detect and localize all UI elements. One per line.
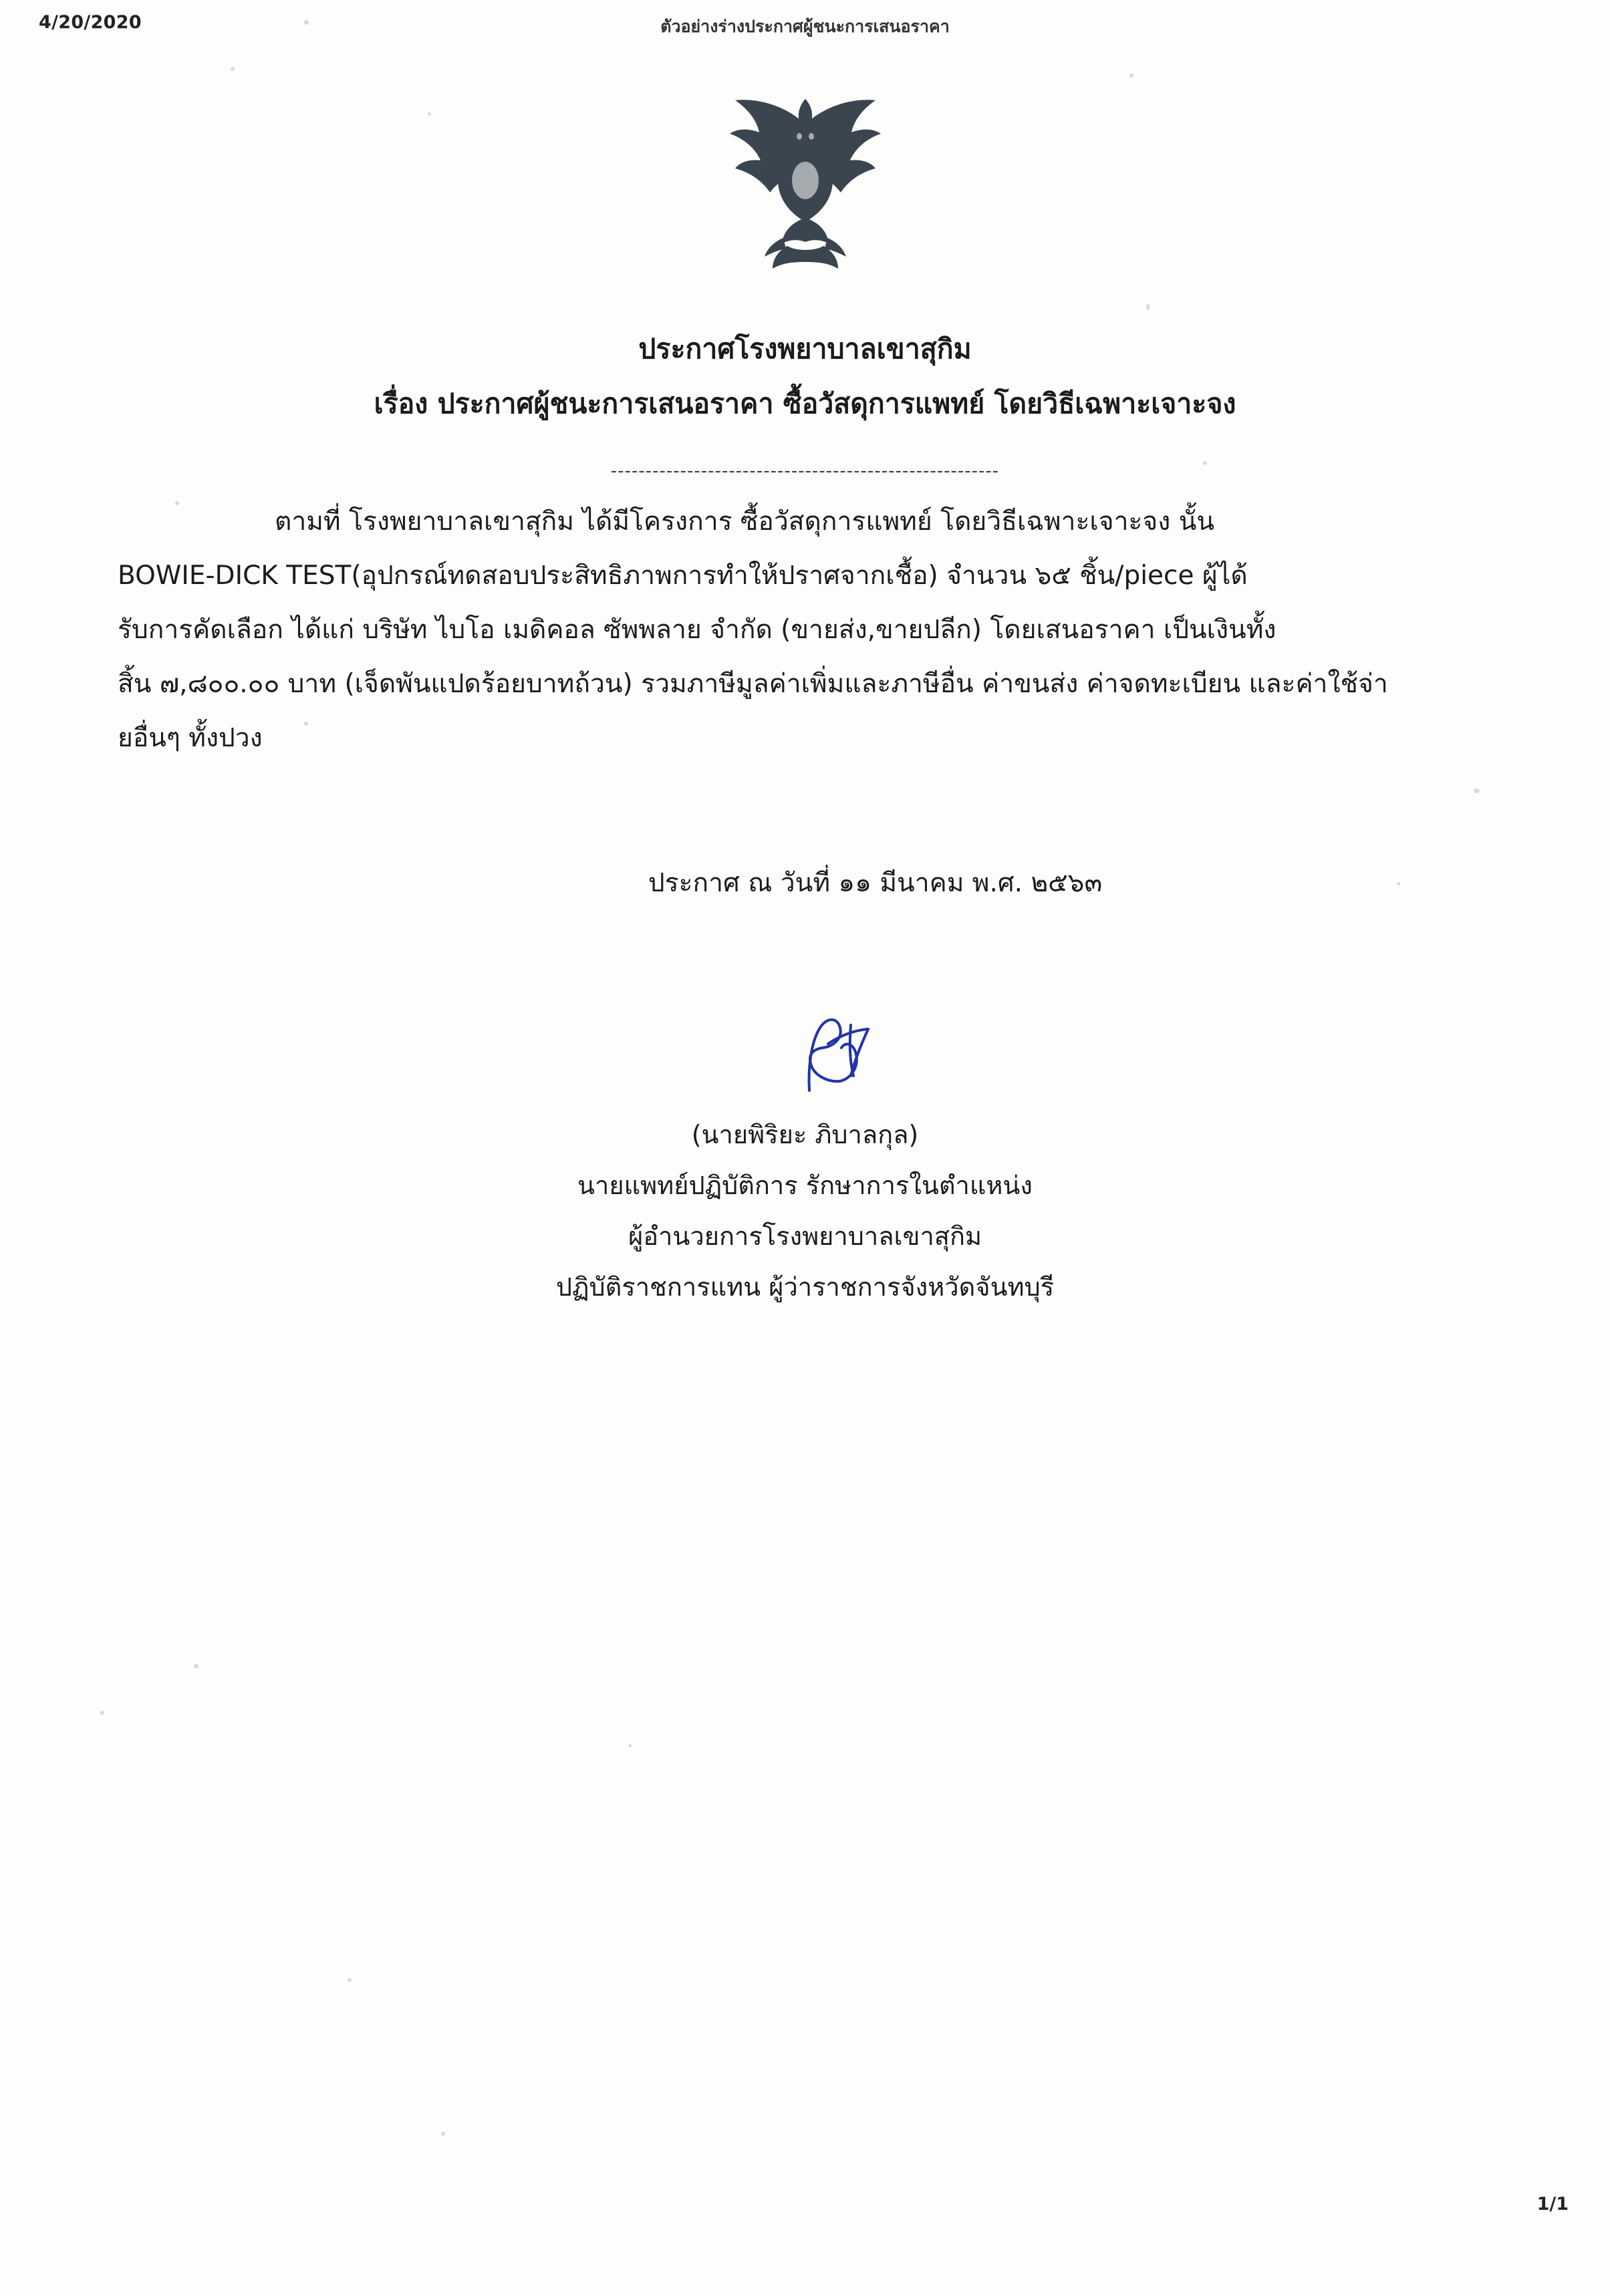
scan-speckle [628,1744,632,1747]
scan-speckle [1146,304,1150,310]
handwritten-signature [771,1002,904,1116]
scan-speckle [441,2132,445,2136]
page-number: 1/1 [1536,2194,1569,2214]
header-watermark-title: ตัวอย่างร่างประกาศผู้ชนะการเสนอราคา [660,17,950,36]
body-paragraph-3: รับการคัดเลือก ได้แก่ บริษัท ไบโอ เมดิคอล ซัพพลาย จำกัด (ขายส่ง,ขายปลีก) โดยเสนอราคา เป็นเงินทั้ง [118,615,1277,645]
signer-position-3: ปฏิบัติราชการแทน ผู้ว่าราชการจังหวัดจันทบุรี [555,1272,1055,1302]
scan-speckle [231,67,235,71]
scan-speckle [1203,461,1207,465]
signer-position-1: นายแพทย์ปฏิบัติการ รักษาการในตำแหน่ง [577,1171,1033,1200]
signer-position-2: ผู้อำนวยการโรงพยาบาลเขาสุกิม [628,1222,982,1251]
page-header [0,12,1610,39]
document-title: ประกาศโรงพยาบาลเขาสุกิม [638,333,972,365]
body-paragraph-4: สิ้น ๗,๘๐๐.๐๐ บาท (เจ็ดพันแปดร้อยบาทถ้วน) รวมภาษีมูลค่าเพิ่มและภาษีอื่น ค่าขนส่ง ค่าจดทะเบียน และค่าใช้จ่า [118,669,1388,699]
scan-speckle [1474,788,1480,793]
garuda-emblem-icon [708,80,902,287]
header-date: 4/20/2020 [39,12,142,33]
scan-speckle [1129,74,1133,78]
announcement-date: ประกาศ ณ วันที่ ๑๑ มีนาคม พ.ศ. ๒๕๖๓ [648,868,1103,898]
scan-speckle [428,112,431,116]
scan-speckle [100,1711,104,1715]
divider-line: -------------------------------------------------------- [610,461,1000,481]
signer-name: (นายพิริยะ ภิบาลกุล) [691,1120,919,1149]
body-paragraph-1: ตามที่ โรงพยาบาลเขาสุกิม ได้มีโครงการ ซื้อวัสดุการแพทย์ โดยวิธีเฉพาะเจาะจง นั้น [275,507,1215,537]
body-paragraph-5: ยอื่นๆ ทั้งปวง [118,723,263,753]
scan-speckle [348,1978,352,1982]
signature-block [0,1109,1610,1312]
document-subtitle: เรื่อง ประกาศผู้ชนะการเสนอราคา ซื้อวัสดุการแพทย์ โดยวิธีเฉพาะเจาะจง [374,388,1236,420]
document-body [118,494,1510,765]
scan-speckle [194,1664,198,1669]
body-paragraph-2: BOWIE-DICK TEST(อุปกรณ์ทดสอบประสิทธิภาพการทำให้ปราศจากเชื้อ) จำนวน ๖๕ ชิ้น/piece ผู้ได้ [118,561,1248,591]
